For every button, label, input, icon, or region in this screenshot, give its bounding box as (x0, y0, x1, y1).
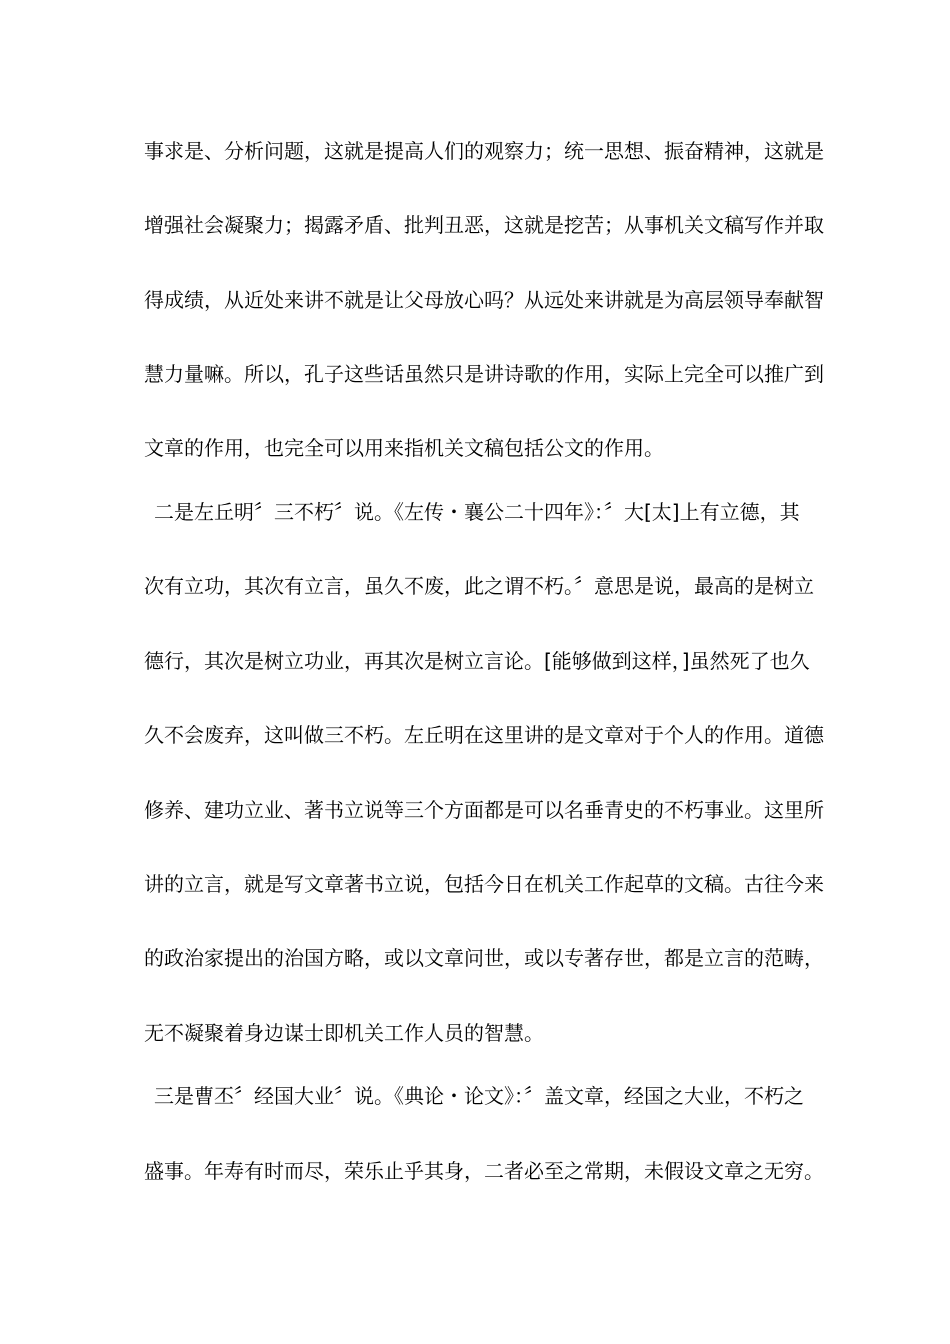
text-line: 盛事。年寿有时而尽，荣乐止乎其身，二者必至之常期，未假设文章之无穷。 (144, 1159, 824, 1183)
text-line: 讲的立言，就是写文章著书立说，包括今日在机关工作起草的文稿。古往今来 (144, 872, 824, 896)
text-line: 文章的作用，也完全可以用来指机关文稿包括公文的作用。 (144, 436, 664, 460)
text-line: 次有立功，其次有立言，虽久不废，此之谓不朽。〞意思是说，最高的是树立 (144, 574, 814, 598)
text-line: 久不会废弃，这叫做三不朽。左丘明在这里讲的是文章对于个人的作用。道德 (144, 723, 824, 747)
text-line: 德行，其次是树立功业，再其次是树立言论。[能够做到这样，]虽然死了也久 (144, 649, 810, 673)
text-line: 事求是、分析问题，这就是提高人们的观察力；统一思想、振奋精神，这就是 (144, 139, 824, 163)
paragraph-start-line: 三是曹丕〞经国大业〞说。《典论・论文》：〞盖文章，经国之大业，不朽之 (154, 1084, 804, 1108)
text-line: 的政治家提出的治国方略，或以文章问世，或以专著存世，都是立言的范畴， (144, 946, 824, 970)
text-line: 增强社会凝聚力；揭露矛盾、批判丑恶，这就是挖苦；从事机关文稿写作并取 (144, 213, 824, 237)
paragraph-start-line: 二是左丘明〞三不朽〞说。《左传・襄公二十四年》：〞大[太]上有立德，其 (154, 500, 800, 524)
text-line: 修养、建功立业、著书立说等三个方面都是可以名垂青史的不朽事业。这里所 (144, 798, 824, 822)
text-line: 慧力量嘛。所以，孔子这些话虽然只是讲诗歌的作用，实际上完全可以推广到 (144, 362, 824, 386)
text-line: 无不凝聚着身边谋士即机关工作人员的智慧。 (144, 1021, 544, 1045)
text-line: 得成绩，从近处来讲不就是让父母放心吗？从远处来讲就是为高层领导奉献智 (144, 288, 824, 312)
